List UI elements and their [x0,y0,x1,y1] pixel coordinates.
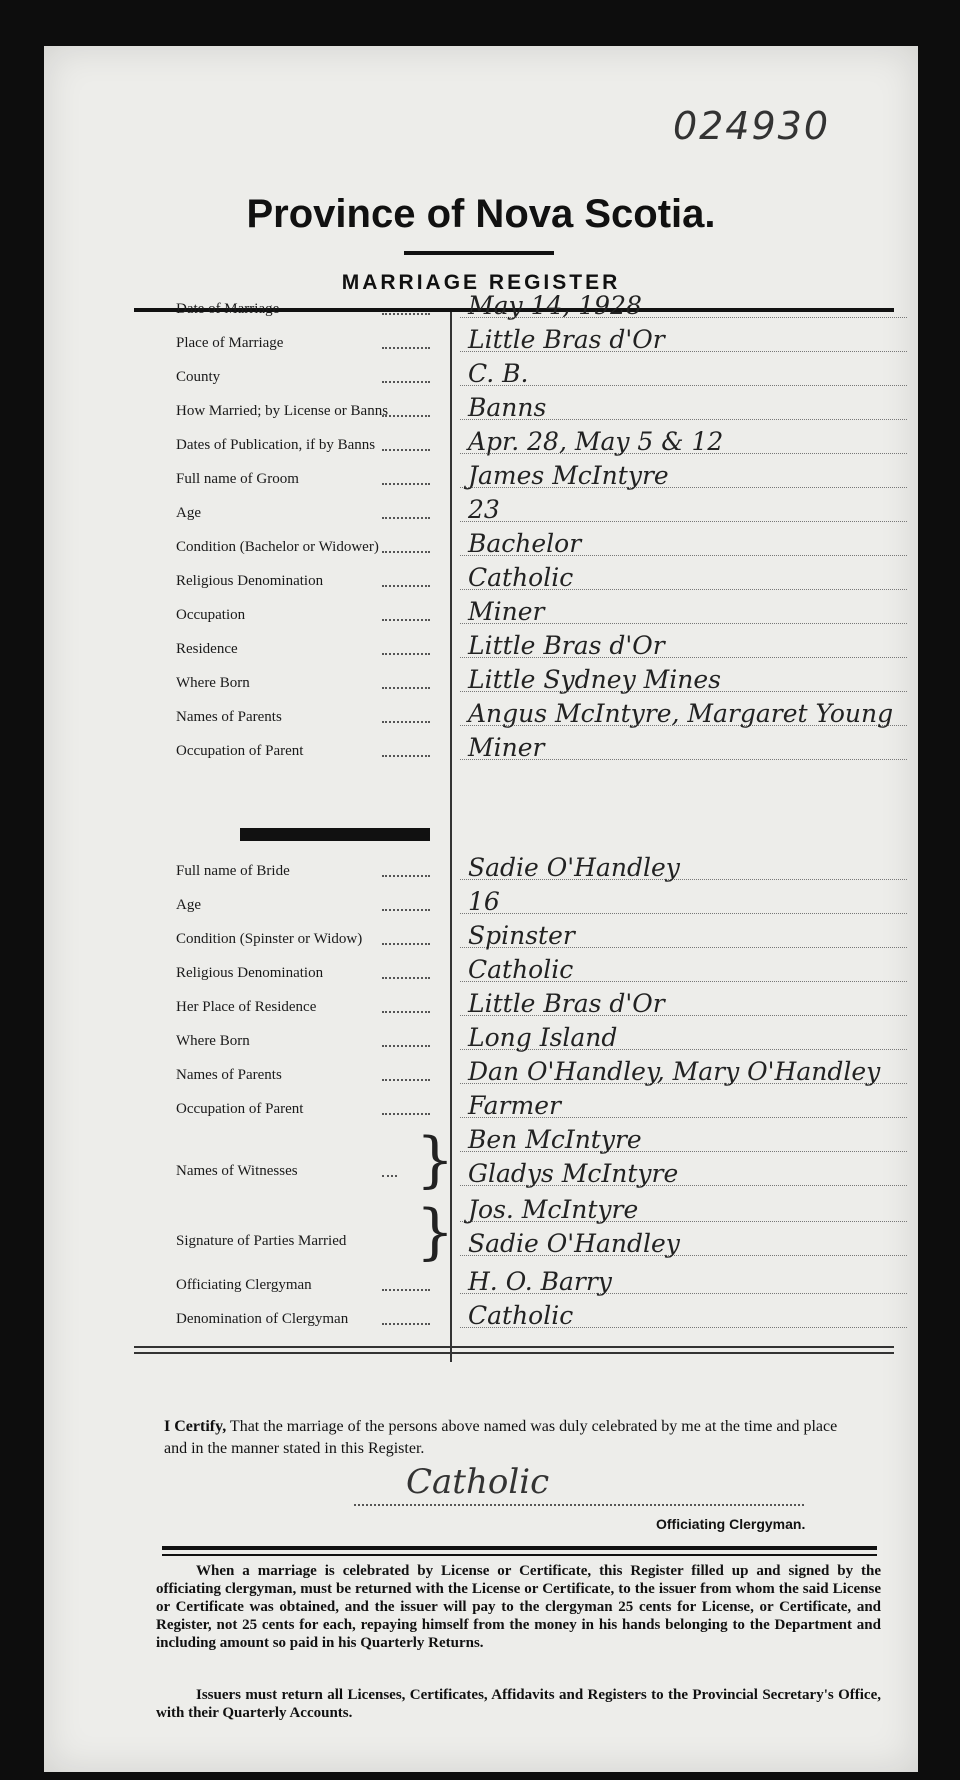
parties-brace: } [416,1197,455,1267]
signature-label: Officiating Clergyman. [656,1516,806,1532]
field-groom-name [132,462,907,494]
field-how-married [132,394,907,426]
field-label: Condition (Bachelor or Widower) [176,539,379,555]
form-subtitle: MARRIAGE REGISTER [341,271,621,294]
section-rule [134,1352,894,1354]
field-groom-condition [132,530,907,562]
field-value: Catholic [468,1301,574,1330]
field-value: Catholic [468,563,574,592]
field-label: County [176,369,221,385]
field-label: Date of Marriage [176,301,280,317]
field-label: Where Born [176,1033,250,1049]
field-county [132,360,907,392]
field-groom-where-born [132,666,907,698]
witness-name: Ben McIntyre [468,1125,642,1154]
field-value: Little Bras d'Or [468,631,665,660]
field-officiating-clergyman [132,1268,907,1300]
field-label: Full name of Bride [176,863,290,879]
section-rule [134,1346,894,1348]
field-bride-religion [132,956,907,988]
field-groom-religion [132,564,907,596]
serial-number: 024930 [672,104,830,148]
field-date-of-marriage [132,292,907,324]
field-value: Spinster [468,921,575,950]
witness-name: Gladys McIntyre [468,1159,679,1188]
notes-rule [162,1554,877,1556]
field-label: Religious Denomination [176,573,324,589]
field-label: Residence [176,641,238,657]
field-label: Place of Marriage [176,335,284,351]
field-label: Names of Parents [176,1067,282,1083]
field-value: James McIntyre [468,461,669,490]
field-value: C. B. [468,359,529,388]
field-label: Occupation of Parent [176,743,304,759]
field-label: Age [176,505,201,521]
field-value: Banns [468,393,547,422]
field-value: Little Bras d'Or [468,325,665,354]
field-label: Signature of Parties Married [176,1233,347,1249]
field-label: Her Place of Residence [176,999,317,1015]
instructions-paragraph: When a marriage is celebrated by License or Certificate, this Register filled up and signed by the officiating clergyman, must be returned with the License or Certificate, to the issuer from whom the said License or Certificate was obtained, and the issuer will pay to the clergyman 25 cents for License, or Certificate, and Register, not 25 cents for each, repaying himself from the money in his hands belonging to the Department and including amount so paid in his Quarterly Returns. [156,1563,881,1651]
certification-statement [164,1416,864,1460]
field-groom-age [132,496,907,528]
field-value: Little Sydney Mines [468,665,721,694]
field-label: Where Born [176,675,250,691]
field-bride-where-born [132,1024,907,1056]
field-bride-parents [132,1058,907,1090]
field-value: Angus McIntyre, Margaret Young [468,699,894,728]
witness-brace: } [416,1125,455,1195]
field-bride-age [132,888,907,920]
field-value: Farmer [468,1091,561,1120]
party-signature: Jos. McIntyre [468,1195,639,1224]
field-groom-residence [132,632,907,664]
field-value: Dan O'Handley, Mary O'Handley [468,1057,881,1086]
field-value: 23 [468,495,500,524]
field-clergy-denomination [132,1302,907,1334]
certify-lead: I Certify, [164,1418,227,1435]
field-bride-parent-occupation [132,1092,907,1124]
field-parties-married [132,1230,907,1262]
field-value: Sadie O'Handley [468,853,680,882]
party-signature: Sadie O'Handley [468,1229,680,1258]
field-groom-occupation [132,598,907,630]
field-value: Apr. 28, May 5 & 12 [468,427,724,456]
field-groom-parents [132,700,907,732]
field-label: Denomination of Clergyman [176,1311,349,1327]
field-label: Names of Witnesses [176,1163,298,1179]
field-label: Dates of Publication, if by Banns [176,437,376,453]
field-value: Miner [468,597,545,626]
form-title: Province of Nova Scotia. [246,192,716,236]
party-line-1 [132,1196,907,1228]
section-divider-bar [240,828,430,841]
field-label: Occupation of Parent [176,1101,304,1117]
field-value: Miner [468,733,545,762]
field-value: Long Island [468,1023,618,1052]
notes-rule [162,1546,877,1550]
field-value: 16 [468,887,500,916]
field-value: Little Bras d'Or [468,989,665,1018]
register-form [44,46,918,1772]
field-label: How Married; by License or Banns [176,403,389,419]
witness-line-1 [132,1126,907,1158]
field-place-of-marriage [132,326,907,358]
certify-text: That the marriage of the persons above named was duly celebrated by me at the time and place and in the manner stated in this Register. [164,1418,838,1457]
field-label: Religious Denomination [176,965,324,981]
field-value: Bachelor [468,529,582,558]
field-label: Condition (Spinster or Widow) [176,931,363,947]
field-label: Occupation [176,607,246,623]
field-label: Age [176,897,201,913]
field-value: May 14, 1928 [468,291,642,320]
field-bride-name [132,854,907,886]
field-label: Officiating Clergyman [176,1277,312,1293]
field-bride-residence [132,990,907,1022]
field-bride-condition [132,922,907,954]
certifying-signature: Catholic [406,1462,550,1502]
signature-line [354,1504,804,1506]
title-rule [404,251,554,255]
field-value: H. O. Barry [468,1267,612,1296]
field-label: Names of Parents [176,709,282,725]
field-dates-of-publication [132,428,907,460]
field-witnesses [132,1160,907,1192]
field-label: Full name of Groom [176,471,299,487]
field-value: Catholic [468,955,574,984]
field-groom-parent-occupation [132,734,907,766]
instructions-paragraph: Issuers must return all Licenses, Certificates, Affidavits and Registers to the Provincial Secretary's Office, with their Quarterly Accounts. [156,1687,881,1721]
